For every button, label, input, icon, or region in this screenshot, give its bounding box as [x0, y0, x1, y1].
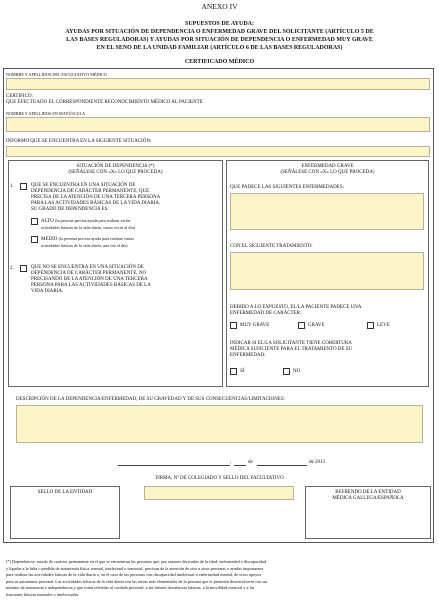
medio-checkbox[interactable]: [31, 236, 38, 243]
dependency-title: SITUACIÓN DE DEPENDENCIA (*): [76, 164, 155, 169]
diseases-label: QUE PADECE LAS SIGUIENTES ENFERMEDADES:: [230, 185, 344, 190]
date-day-line[interactable]: [234, 465, 246, 466]
patient-name-label: NOMBRE Y APELLIDOS EN MAYÚSCULA: [6, 111, 86, 116]
referendo-label: REFRENDO DE LA ENTIDAD MÉDICA GALLEGA/ESPAÑOLA: [332, 490, 404, 501]
dependency-subtitle: (SEÑÁLESE CON «X» LO QUE PROCEDA): [68, 170, 163, 175]
diseases-field[interactable]: [230, 193, 424, 230]
certifico-text: QUE EFECTUADO EL CORRESPONDIENTE RECONOCIMIENTO MÉDICO AL PACIENTE: [6, 100, 203, 105]
date-month-line[interactable]: [257, 465, 307, 466]
very-serious-checkbox[interactable]: [230, 322, 237, 329]
doctor-name-field[interactable]: [6, 78, 430, 90]
coverage-label: INDICAR SI EL/LA SOLICITANTE TIENE COBERTURA MÉDICA SUFICIENTE PARA EL TRATAMIENTO DE SU ENFERMEDAD:: [230, 341, 353, 358]
certificate-title: CERTIFICADO MÉDICO: [184, 59, 255, 65]
option-2-checkbox[interactable]: [20, 265, 27, 272]
treatment-label: CON EL SIGUIENTE TRATAMIENTO:: [230, 244, 313, 249]
alto-checkbox[interactable]: [31, 218, 38, 225]
situation-field[interactable]: [6, 146, 430, 157]
serious-checkbox[interactable]: [298, 322, 305, 329]
illness-title: ENFERMEDAD GRAVE: [301, 164, 354, 169]
option-1-text: QUE SE ENCUENTRA EN UNA SITUACIÓN DE DEPENDENCIA DE CARÁCTER PERMANENTE, QUE PRECISA DE LA ATENCIÓN DE UNA TERCERA PERSONA PARA LAS ACTIVIDADES BÁSICAS DE LA VIDA DIARIA. SU GRADO DE DEPENDENCIA ES:: [31, 183, 161, 212]
illness-subtitle: (SEÑÁLESE CON «X» LO QUE PROCEDA): [280, 170, 375, 175]
doctor-name-label: NOMBRE Y APELLIDOS DEL FACULTATIVO MÉDICO: [6, 72, 107, 77]
coverage-yes-checkbox[interactable]: [230, 368, 237, 375]
medio-text: MEDIO (la persona precisa ayuda para realizar varias actividades básicas de la vida diaria, una vez al día): [41, 236, 134, 248]
serious-label: GRAVE: [308, 323, 325, 328]
alto-text: ALTO (la persona precisa ayuda para realizar varias actividades básicas de la vida diaria, varias veces al día): [41, 218, 135, 230]
inform-label: INFORMO QUE SE ENCUENTRA EN LA SIGUIENTE SITUACIÓN:: [6, 139, 152, 144]
coverage-no-label: NO: [293, 369, 301, 374]
option-2-text: QUE NO SE ENCUENTRA EN UNA SITUACIÓN DE DEPENDENCIA DE CARÁCTER PERMANENTE, NO PRECISANDO DE LA ATENCIÓN DE UNA TERCERA PERSONA PARA LAS ACTIVIDADES BÁSICAS DE LA VIDA DIARIA.: [31, 265, 151, 294]
coverage-yes-label: SÍ: [240, 369, 245, 374]
option-2-number: 2.: [10, 266, 14, 271]
date-place-line[interactable]: [118, 465, 230, 466]
description-label: DESCRIPCIÓN DE LA DEPENDENCIA/ENFERMEDAD, DE SU GRAVEDAD Y DE SUS CONSECUENCIAS/LIMITACIONES:: [16, 397, 286, 402]
annex-title: ANEXO IV: [201, 2, 238, 11]
mild-checkbox[interactable]: [367, 322, 374, 329]
mild-label: LEVE: [377, 323, 390, 328]
date-de-2: de 2013: [309, 460, 325, 465]
nature-label: DEBIDO A LO EXPUESTO, EL/LA PACIENTE PADECE UNA ENFERMEDAD DE CARÁCTER:: [230, 305, 362, 316]
certifico-label: CERTIFICO:: [6, 94, 33, 99]
coverage-no-checkbox[interactable]: [283, 368, 290, 375]
heading-line-2: AYUDAS POR SITUACIÓN DE DEPENDENCIA O ENFERMEDAD GRAVE DEL SOLICITANTE (ARTÍCULO 5 DE: [65, 29, 374, 35]
date-de-1: de: [248, 460, 253, 465]
heading-line-1: SUPUESTOS DE AYUDA:: [184, 21, 255, 27]
patient-name-field[interactable]: [6, 117, 430, 132]
heading-line-4: EN EL SENO DE LA UNIDAD FAMILIAR (ARTÍCULO 6 DE LAS BASES REGULADORAS): [96, 45, 343, 51]
footnote: (*) Dependencia: estado de carácter permanente en el que se encuentran las personas que, por razones derivadas de la edad, enfermedad o discapacidad y ligadas a la falta o pérdida de autonomía física, mental, intelectual o sensorial, precisan de la atención de otra u otras personas o ayudas importantes para realizar las actividades básicas de la vida diaria o, en el caso de las personas con discapacidad intelectual o enfermedad mental, de otros apoyos para su autonomía personal. Las actividades básicas de la vida diaria son las tareas más elementales de la persona que le permiten desenvolverse con un mínimo de autonomía e independencia y que están referidas al cuidado personal, a las labores domésticas básicas, a la movilidad esencial y a las funciones básicas mentales o intelectuales.: [6, 559, 267, 597]
signature-label: FIRMA, Nº DE COLEGIADO Y SELLO DEL FACULTATIVO: [155, 476, 284, 481]
option-1-checkbox[interactable]: [20, 183, 27, 190]
date-comma: ,: [230, 460, 232, 465]
treatment-field[interactable]: [230, 252, 424, 290]
description-field[interactable]: [16, 405, 423, 443]
signature-field[interactable]: [144, 486, 294, 500]
entity-stamp-label: SELLO DE LA ENTIDAD: [37, 490, 93, 495]
option-1-number: 1.: [10, 184, 14, 189]
very-serious-label: MUY GRAVE: [240, 323, 270, 328]
heading-line-3: LAS BASES REGULADORAS) Y AYUDAS POR SITUACIÓN DE DEPENDENCIA O ENFERMEDAD MUY GRAVE: [66, 37, 373, 43]
